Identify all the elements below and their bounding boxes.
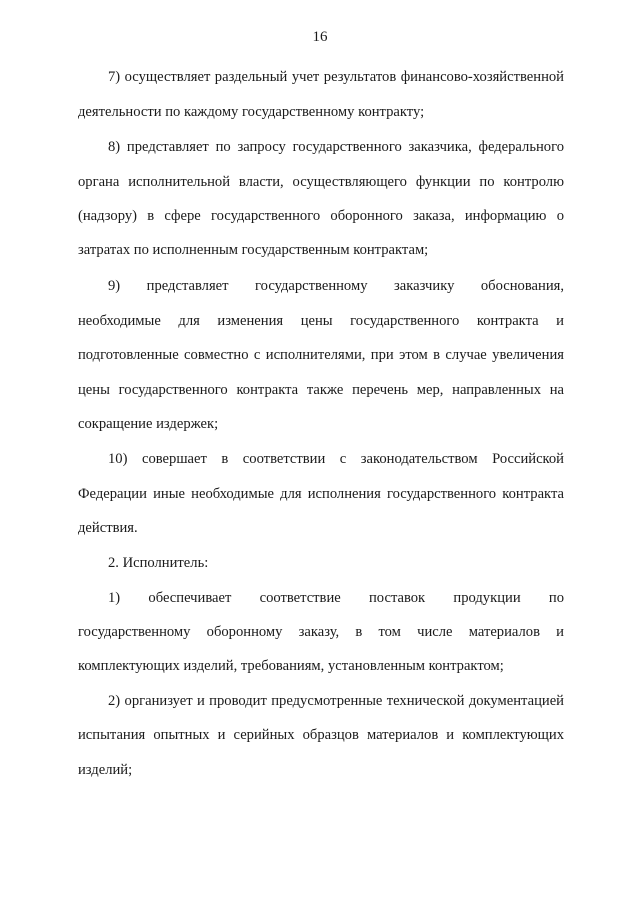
page-number: 16 (312, 29, 328, 45)
text-line: подготовленные совместно с исполнителями, при этом в случае увеличения (78, 347, 564, 363)
text-line: 9) представляет государственному заказчику обоснования, (108, 278, 564, 294)
text-line: органа исполнительной власти, осуществляющего функции по контролю (78, 174, 564, 190)
text-line: деятельности по каждому государственному контракту; (78, 104, 425, 120)
text-line: сокращение издержек; (78, 416, 219, 432)
text-line: цены государственного контракта также перечень мер, направленных на (78, 382, 564, 398)
text-line: 7) осуществляет раздельный учет результатов финансово-хозяйственной (108, 69, 564, 85)
text-line: изделий; (78, 762, 133, 778)
text-line: государственному оборонному заказу, в том числе материалов и (78, 624, 564, 640)
text-line: 8) представляет по запросу государственного заказчика, федерального (108, 139, 564, 155)
text-line: действия. (78, 520, 138, 536)
text-line: Федерации иные необходимые для исполнения государственного контракта (78, 486, 564, 502)
text-line: 2) организует и проводит предусмотренные технической документацией (108, 693, 564, 709)
text-line: (надзору) в сфере государственного оборонного заказа, информацию о (78, 208, 564, 224)
text-line: 2. Исполнитель: (108, 555, 209, 571)
text-line: затратах по исполненным государственным контрактам; (78, 242, 429, 258)
text-line: необходимые для изменения цены государственного контракта и (78, 313, 564, 329)
text-line: 10) совершает в соответствии с законодательством Российской (108, 451, 564, 467)
text-line: испытания опытных и серийных образцов материалов и комплектующих (78, 727, 564, 743)
text-line: 1) обеспечивает соответствие поставок продукции по (108, 590, 564, 606)
text-line: комплектующих изделий, требованиям, установленным контрактом; (78, 658, 504, 674)
